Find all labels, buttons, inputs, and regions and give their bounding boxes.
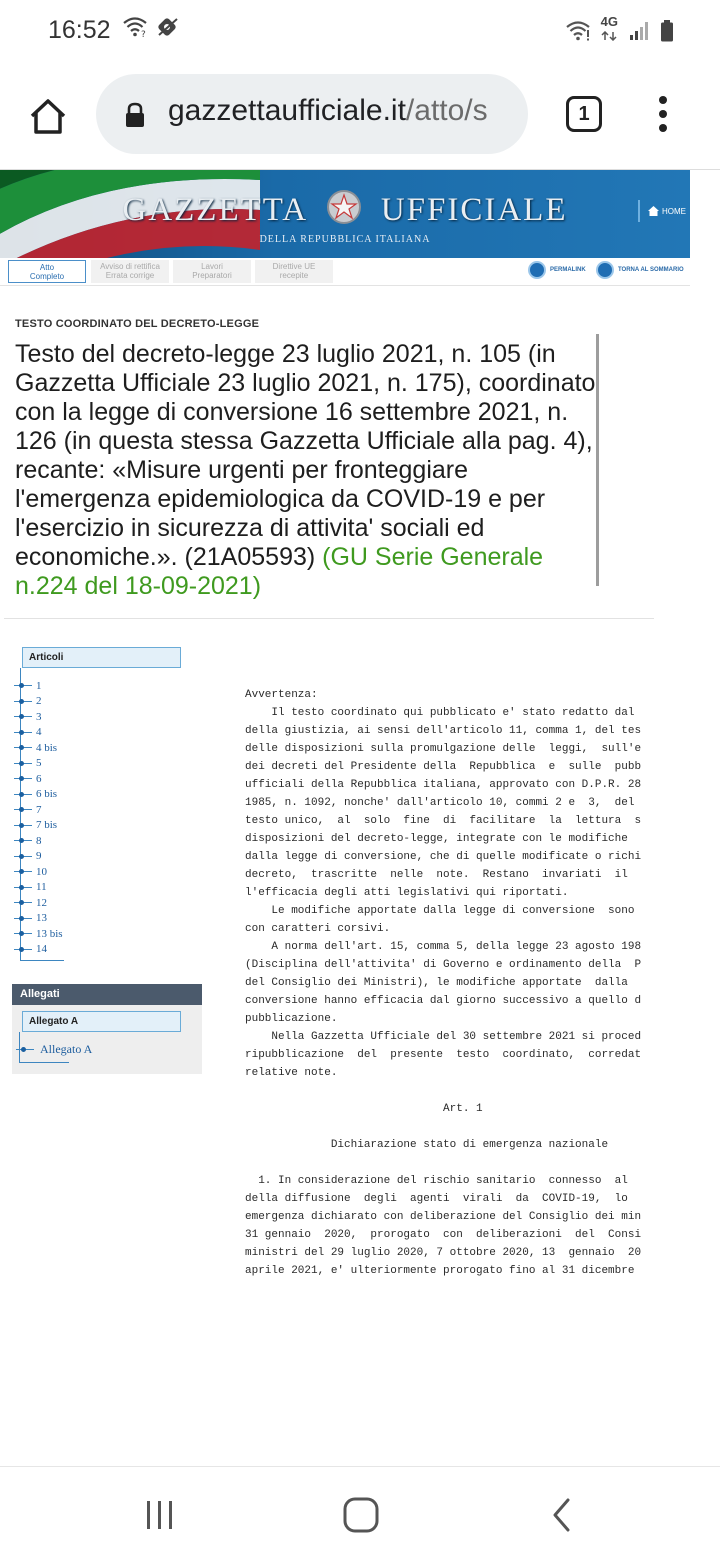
tree-node-icon (14, 685, 32, 686)
status-bar (0, 0, 720, 60)
battery-icon (660, 20, 674, 42)
article-link[interactable] (14, 926, 63, 942)
svg-text:?: ? (141, 30, 146, 38)
article-label: 1 (36, 679, 42, 692)
article-link[interactable] (14, 771, 63, 787)
article-label: 4 (36, 726, 42, 739)
back-nav-button[interactable] (542, 1495, 582, 1535)
wifi-question-icon (122, 16, 148, 38)
tree-node-icon (16, 1049, 34, 1050)
article-label: 2 (36, 695, 42, 708)
article-link[interactable] (14, 725, 63, 741)
tree-node-icon (14, 732, 32, 733)
more-menu-button[interactable] (652, 96, 674, 136)
article-label: 6 (36, 772, 42, 785)
article-label: 9 (36, 850, 42, 863)
banner-home-link[interactable] (648, 206, 686, 216)
tree-node-icon (14, 887, 32, 888)
banner-home-label: HOME (662, 206, 686, 216)
home-button[interactable] (26, 94, 70, 138)
system-nav-bar (0, 1466, 720, 1560)
permalink-icon (528, 261, 546, 279)
url-text (168, 94, 488, 128)
url-path: /atto/s (405, 94, 488, 127)
tree-node-icon (14, 825, 32, 826)
address-bar[interactable] (96, 74, 528, 154)
home-icon (26, 94, 70, 138)
act-text (245, 686, 655, 1286)
tree-node-icon (14, 809, 32, 810)
home-circle-icon (341, 1495, 381, 1535)
recent-apps-button[interactable] (140, 1495, 180, 1535)
article-label: 7 (36, 803, 42, 816)
data-arrows-icon (601, 31, 617, 41)
banner-subtitle: DELLA REPUBBLICA ITALIANA (259, 234, 431, 245)
status-time: 16:52 (48, 16, 111, 44)
tree-node-icon (14, 918, 32, 919)
tab-avviso-rettifica[interactable]: Avviso di rettifica Errata corrige (91, 260, 169, 283)
home-nav-button[interactable] (341, 1495, 381, 1535)
document-header (0, 286, 600, 612)
url-domain: gazzettaufficiale.it (168, 94, 406, 127)
tree-node-icon (14, 933, 32, 934)
article-link[interactable] (14, 864, 63, 880)
article-link[interactable] (14, 942, 63, 958)
article-link[interactable] (14, 709, 63, 725)
tree-node-icon (14, 716, 32, 717)
network-type: 4G (601, 16, 618, 46)
recent-apps-icon (140, 1495, 180, 1535)
article-link[interactable] (14, 895, 63, 911)
article-label: 6 bis (36, 788, 58, 801)
article-label: 11 (36, 881, 47, 894)
tree-node-icon (14, 856, 32, 857)
cell-signal-icon (628, 20, 650, 42)
document-kicker: TESTO COORDINATO DEL DECRETO-LEGGE (15, 318, 260, 330)
tab-direttive-ue[interactable]: Direttive UE recepite (255, 260, 333, 283)
article-label: 13 bis (36, 927, 63, 940)
tree-node-icon (14, 763, 32, 764)
permalink-link[interactable]: PERMALINK (528, 261, 586, 279)
articles-list (14, 678, 63, 957)
article-link[interactable] (14, 849, 63, 865)
tree-node-icon (14, 778, 32, 779)
article-link[interactable] (14, 694, 63, 710)
article-label: 3 (36, 710, 42, 723)
wifi-icon (565, 20, 591, 42)
document-title: Testo del decreto-legge 23 luglio 2021, n. 105 (in Gazzetta Ufficiale 23 luglio 2021, n. 175), coordinato con la legge di conversione 16 settembre 2021, n. 126 (in questa stessa Gazzetta Ufficiale alla pag. 4), recante: «Misure urgenti per fronteggiare l'emergenza epidemiologica da COVID-19 e per l'esercizio in sicurezza di attivita' sociali ed economiche.». (21A05593) (GU Serie Generale n.224 del 18-09-2021) (15, 340, 596, 600)
banner-title (0, 188, 690, 229)
articles-header: Articoli (22, 647, 181, 668)
back-arrow-icon (596, 261, 614, 279)
article-link[interactable] (14, 880, 63, 896)
tree-node-icon (14, 840, 32, 841)
header-scrollbar[interactable] (596, 334, 599, 586)
article-link[interactable] (14, 678, 63, 694)
lock-icon (124, 102, 146, 128)
article-label: 10 (36, 865, 47, 878)
article-link[interactable] (14, 756, 63, 772)
article-link[interactable] (14, 787, 63, 803)
act-text-body: Avvertenza: Il testo coordinato qui pubblicato e' stato redatto dal della giustizia, ai sensi dell'articolo 11, comma 1, del tes delle disposizioni sulla promulgazione delle leggi, sull'e dei decreti del Presidente della Repubblica e sulle pubb ufficiali della Repubblica italiana, approvato con D.P.R. 28 1985, n. 1092, nonche' dall'articolo 10, commi 2 e 3, del testo unico, al solo fine di facilitare la lettura s disposizioni del decreto-legge, integrate con le modifiche dalla legge di conversione, che di quelle modificate o richi decreto, trascritte nelle note. Restano invariati il l'efficacia degli atti legislativi qui riportati. Le modifiche apportate dalla legge di conversione sono con caratteri corsivi. A norma dell'art. 15, comma 5, della legge 23 agosto 198 (Disciplina dell'attivita' di Governo e ordinamento della P del Consiglio dei Ministri), le modifiche apportate dalla conversione hanno efficacia dal giorno successivo a quello d pubblicazione. Nella Gazzetta Ufficiale del 30 settembre 2021 si proced ripubblicazione del presente testo coordinato, corredat relative note. Art. 1 Dichiarazione stato di emergenza nazionale 1. In considerazione del rischio sanitario connesso al della diffusione degli agenti virali da COVID-19, lo emergenza dichiarato con deliberazione del Consiglio dei min 31 gennaio 2020, prorogato con deliberazioni del Consi ministri del 29 luglio 2020, 7 ottobre 2020, 13 gennaio 20 aprile 2021, e' ulteriormente prorogato fino al 31 dicembre (245, 689, 642, 1277)
article-label: 5 (36, 757, 42, 770)
tree-node-icon (14, 871, 32, 872)
tree-node-icon (14, 701, 32, 702)
tree-node-icon (14, 949, 32, 950)
act-subnav (0, 258, 690, 286)
article-link[interactable] (14, 911, 63, 927)
banner-title-left: GAZZETTA (122, 192, 307, 228)
signal-off-icon (156, 16, 180, 38)
allegato-header: Allegato A (22, 1011, 181, 1032)
tree-node-icon (14, 747, 32, 748)
republic-emblem-icon (325, 188, 363, 226)
allegati-title: Allegati (12, 984, 202, 1005)
article-label: 12 (36, 896, 47, 909)
tab-lavori-preparatori[interactable]: Lavori Preparatori (173, 260, 251, 283)
tree-node-icon (14, 902, 32, 903)
allegati-box (12, 984, 202, 1074)
browser-toolbar (0, 60, 720, 170)
tab-switcher-button[interactable]: 1 (566, 96, 602, 132)
allegato-a-link[interactable]: Allegato A (16, 1042, 92, 1057)
tree-node-icon (14, 794, 32, 795)
article-link[interactable] (14, 740, 63, 756)
home-icon (648, 206, 659, 216)
article-label: 8 (36, 834, 42, 847)
banner-title-right: UFFICIALE (380, 192, 568, 228)
tab-atto-completo[interactable]: Atto Completo (8, 260, 86, 283)
article-link[interactable] (14, 818, 63, 834)
article-label: 14 (36, 943, 47, 956)
back-chevron-icon (542, 1495, 582, 1535)
article-link[interactable] (14, 833, 63, 849)
gu-reference: (GU Serie Generale n.224 del 18-09-2021) (15, 543, 544, 600)
divider (4, 618, 654, 619)
article-link[interactable] (14, 802, 63, 818)
site-banner (0, 170, 690, 258)
article-label: 13 (36, 912, 47, 925)
article-label: 7 bis (36, 819, 58, 832)
article-label: 4 bis (36, 741, 58, 754)
back-to-summary-link[interactable]: TORNA AL SOMMARIO (596, 261, 684, 279)
